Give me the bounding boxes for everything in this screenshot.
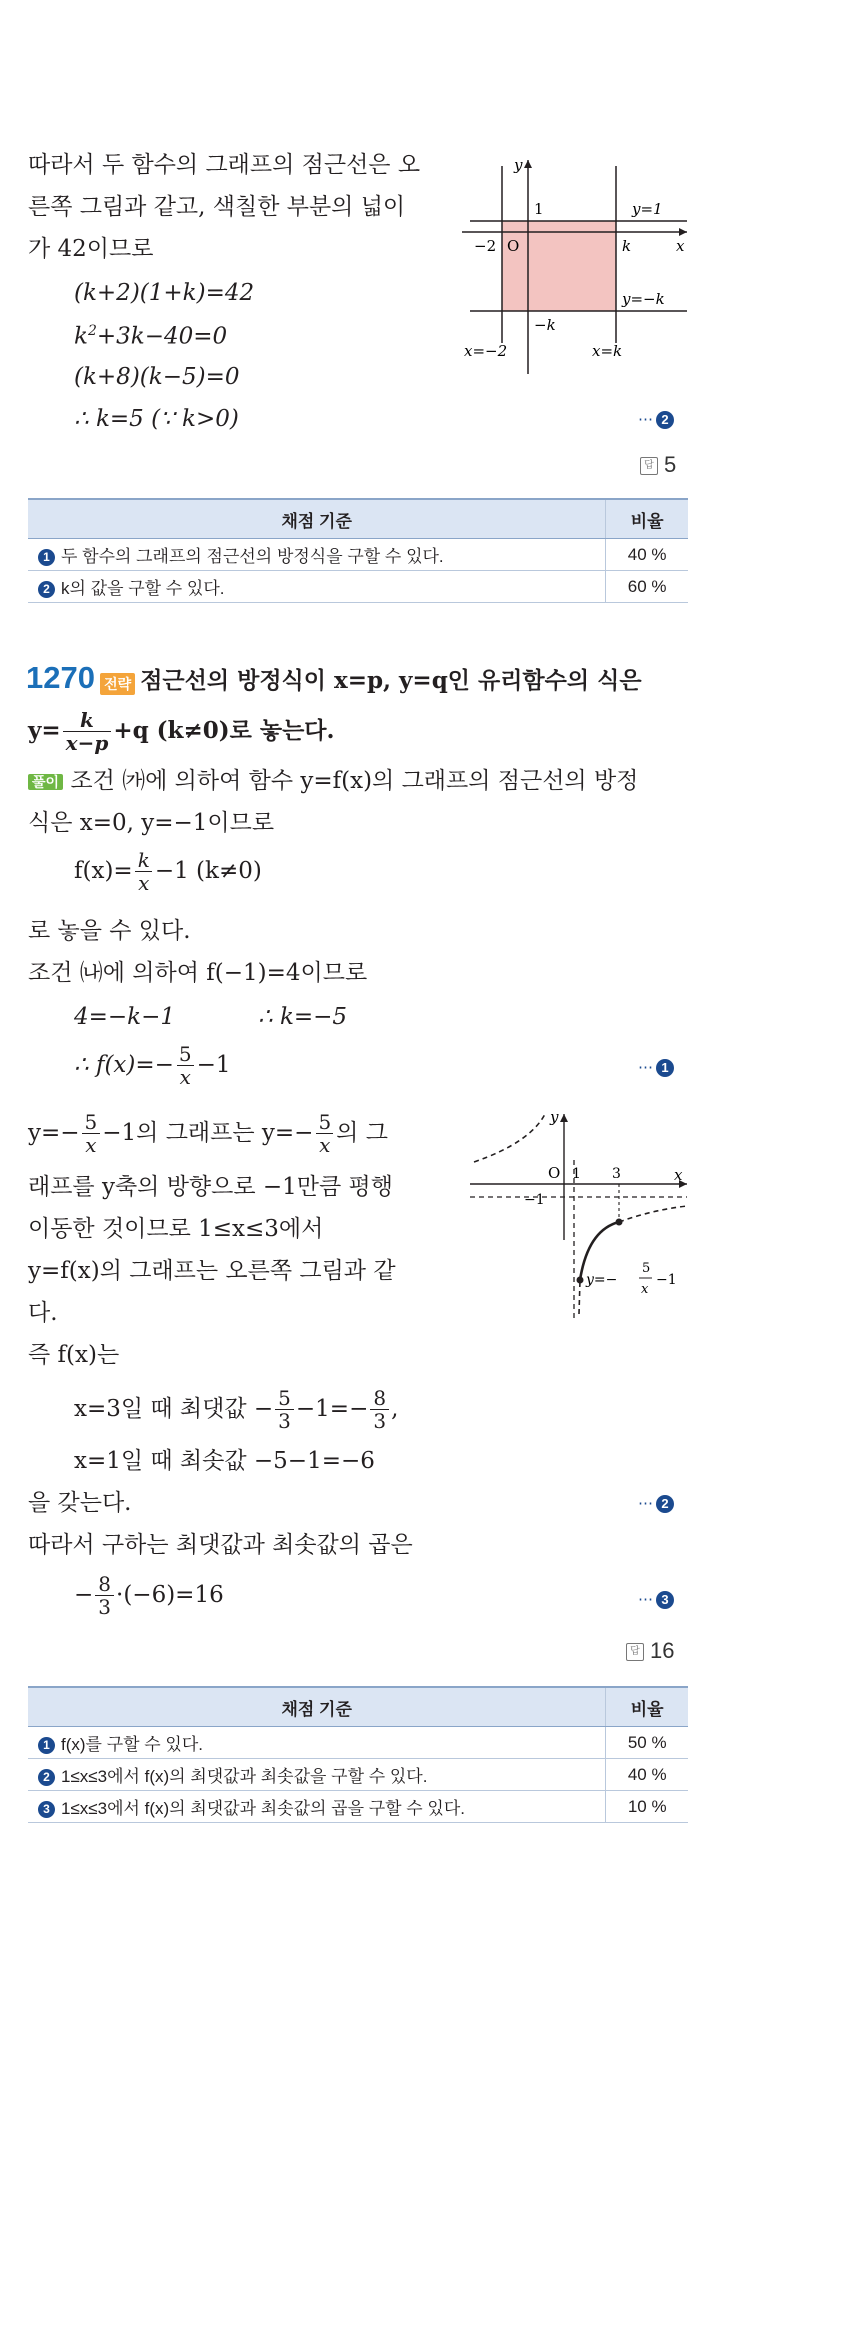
min-point (577, 1277, 584, 1284)
svg-text:−k: −k (534, 316, 556, 334)
equation-4: ∴ k=5 (∵ k>0) (74, 406, 239, 432)
solution-line-2: 식은 x=0, y=−1이므로 (28, 810, 275, 836)
svg-text:y=−k: y=−k (622, 290, 665, 308)
graph-text-line-3: 이동한 것이므로 1≤x≤3에서 (28, 1216, 324, 1242)
equation-3: (k+8)(k−5)=0 (74, 364, 240, 390)
step-marker-2b: ⋯ 2 (638, 1494, 674, 1513)
answer-1: 답 5 (640, 452, 676, 478)
equation-k-2: ∴ k=−5 (258, 1004, 348, 1030)
strategy-tag: 전략 (100, 673, 135, 695)
svg-text:x: x (674, 1166, 683, 1184)
strategy-line-2: y= $\frac{k}{x-p}$ +q (k≠0)로 놓는다. (28, 708, 335, 755)
svg-text:1: 1 (572, 1166, 581, 1182)
step-marker-2: ⋯ 2 (638, 410, 674, 429)
svg-text:x: x (676, 237, 685, 255)
has-line: 을 갖는다. (28, 1490, 132, 1516)
step-marker-1: ⋯ 1 (638, 1058, 674, 1077)
solution-line-4: 조건 ㈏에 의하여 f(−1)=4이므로 (28, 960, 368, 986)
svg-text:x=k: x=k (592, 342, 623, 360)
svg-text:y: y (514, 158, 523, 174)
table1-header-ratio: 비율 (606, 499, 688, 539)
svg-text:O: O (548, 1164, 561, 1182)
svg-text:O: O (507, 237, 520, 255)
svg-text:3: 3 (612, 1166, 621, 1182)
product-result: − $\frac{8}{3}$ ·(−6)=16 (74, 1572, 224, 1619)
graph-text-line-6: 즉 f(x)는 (28, 1342, 120, 1368)
svg-text:k: k (622, 237, 632, 255)
table-row: 3 1≤x≤3에서 f(x)의 최댓값과 최솟값의 곱을 구할 수 있다. 10 % (28, 1791, 688, 1823)
scoring-table-1 (28, 498, 688, 603)
table2-header-ratio: 비율 (606, 1687, 688, 1727)
equation-2: $k^2+3k-40=0$ (74, 323, 228, 350)
hyperbola-graph (462, 1100, 692, 1330)
answer-2: 답 16 (626, 1638, 674, 1664)
equation-k-1: 4=−k−1 (74, 1004, 176, 1030)
solution-line-1: 풀이 조건 ㈎에 의하여 함수 y=f(x)의 그래프의 점근선의 방정 (28, 770, 638, 793)
svg-text:−1: −1 (524, 1192, 545, 1208)
solution-line-3: 로 놓을 수 있다. (28, 918, 191, 944)
problem-number: 1270 (26, 660, 95, 695)
svg-text:y: y (550, 1108, 559, 1126)
product-intro: 따라서 구하는 최댓값과 최솟값의 곱은 (28, 1532, 413, 1558)
problem-1270-header: 1270 전략 점근선의 방정식이 x=p, y=q인 유리함수의 식은 (26, 660, 642, 695)
graph-text-line-4: y=f(x)의 그래프는 오른쪽 그림과 같 (28, 1258, 396, 1284)
table-row: 2 1≤x≤3에서 f(x)의 최댓값과 최솟값을 구할 수 있다. 40 % (28, 1759, 688, 1791)
svg-text:−1: −1 (656, 1272, 677, 1288)
svg-text:x: x (641, 1282, 649, 1297)
shaded-region (502, 221, 616, 311)
max-value-line: x=3일 때 최댓값 − $\frac{5}{3}$ −1=− $\frac{8}{3}$ , (74, 1386, 399, 1433)
svg-text:1: 1 (534, 200, 544, 218)
step-marker-3: ⋯ 3 (638, 1590, 674, 1609)
intro-line-1: 따라서 두 함수의 그래프의 점근선은 오 (28, 152, 421, 178)
table-row: 1 두 함수의 그래프의 점근선의 방정식을 구할 수 있다. 40 % (28, 539, 688, 571)
svg-text:x=−2: x=−2 (464, 342, 508, 360)
min-value-line: x=1일 때 최솟값 −5−1=−6 (74, 1448, 375, 1474)
table1-header-criteria: 채점 기준 (28, 499, 606, 539)
answer-icon: 답 (626, 1643, 644, 1661)
intro-line-3: 가 42이므로 (28, 236, 154, 262)
intro-line-2: 른쪽 그림과 같고, 색칠한 부분의 넓이 (28, 194, 406, 220)
svg-text:y=1: y=1 (632, 200, 663, 218)
max-point (616, 1219, 623, 1226)
solution-tag: 풀이 (28, 774, 63, 790)
table2-header-criteria: 채점 기준 (28, 1687, 606, 1727)
table-row: 1 f(x)를 구할 수 있다. 50 % (28, 1727, 688, 1759)
scoring-table-2 (28, 1686, 688, 1823)
graph-text-line-5: 다. (28, 1300, 58, 1326)
table-row: 2 k의 값을 구할 수 있다. 60 % (28, 571, 688, 603)
graph-text-line-1: y=− $\frac{5}{x}$ −1의 그래프는 y=− $\frac{5}{x}$ 의 그 (28, 1110, 388, 1157)
asymptote-graph (462, 158, 692, 374)
graph-text-line-2: 래프를 y축의 방향으로 −1만큼 평행 (28, 1174, 393, 1200)
answer-icon: 답 (640, 457, 658, 475)
f-definition: f(x)= $\frac{k}{x}$ −1 (k≠0) (74, 848, 262, 895)
equation-1: (k+2)(1+k)=42 (74, 280, 255, 306)
svg-text:−2: −2 (474, 237, 497, 255)
left-branch (474, 1112, 546, 1162)
f-result: ∴ f(x)=− $\frac{5}{x}$ −1 (74, 1042, 231, 1089)
svg-text:5: 5 (642, 1261, 651, 1276)
svg-text:y=−: y=− (586, 1272, 618, 1288)
